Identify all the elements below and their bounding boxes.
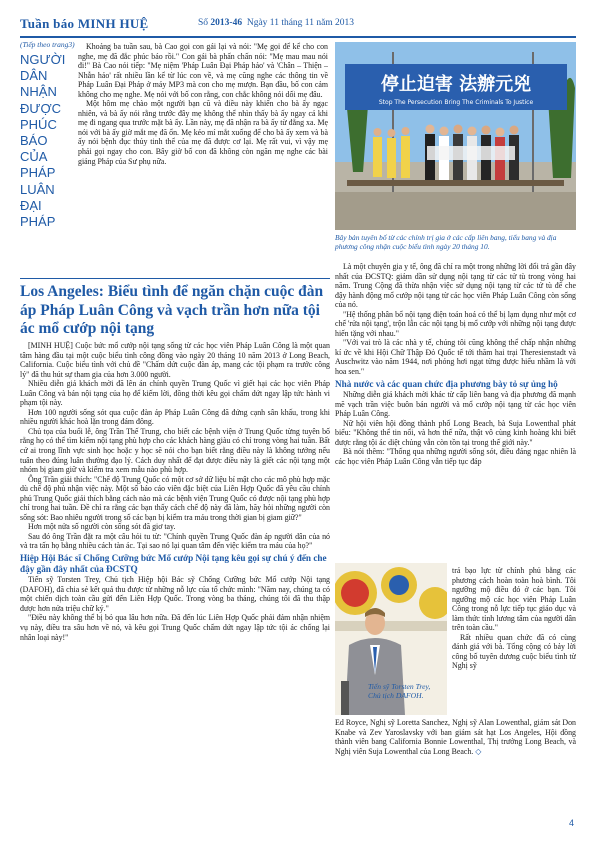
paragraph: trả bạo lực từ chính phủ bằng các phương cách hoàn toàn hoà bình. Tôi ngưỡng mộ điều đó ở các bạn. Tôi ngưỡng mộ các học viên Pháp Luân Công trong nỗ lực tiếp tục giáo dục và làm thức tỉnh lương tâm của người dân trên toàn cầu."	[452, 566, 576, 633]
rally-photo-image	[335, 42, 576, 230]
paragraph: "Với vai trò là các nhà y tế, chúng tôi cũng không thể chấp nhận những kí ức về khi Hội Chữ Thập Đỏ Quốc tế tới thăm hai trại Theresienstadt và Auschwitz vào năm 1944, nơi phóng hơi ngạt từng được hiểu nhầm là với hoa sen."	[335, 338, 576, 377]
issue-number: 2013-46	[210, 18, 243, 28]
section-subheading: Hiệp Hội Bác sĩ Chống Cưỡng bức Mổ cướp Nội tạng kêu gọi sự chú ý đến che đậy gần đây nhất của ĐCSTQ	[20, 553, 327, 574]
paragraph: Hơn một nửa số người còn sống sót đã giơ tay.	[28, 522, 176, 532]
paragraph: Nữ hội viên hội đồng thành phố Long Beach, bà Suja Lowenthal phát biểu: "Không thể tin nổi, và hơn thế nữa, thật vô cùng kinh hoàng khi biết được rằng tội ác diệt chủng vẫn còn tồn tại trong thế giới này."	[335, 418, 576, 447]
paragraph: Ông Trần giải thích: "Chế độ Trung Quốc có một cơ sở dữ liệu bí mật cho các mô phù hợp mặc dù chế độ phủ nhận việc này. Một số báo cáo viên đặc biệt của Liên Hợp Quốc đã yêu cầu chính phủ Trung Quốc giải thích bằng cách nào mà các bệnh viện Trung Quốc có được nội tạng phù hợp chỉ trong hai tuần. Đề chỉ ra rằng các bạn thấy cách chế độ này đã làm, hãy hỏi những người còn sống sót: Bao nhiêu người trong số các bạn bị kiểm tra máu trong thời gian bị giam giữ?"	[20, 474, 330, 522]
article-narrow-column	[452, 566, 576, 716]
paragraph: [MINH HUỆ] Cuộc bức mổ cướp nội tạng sống từ các học viên Pháp Luân Công là một quan tâm hàng đầu tại một cuộc biểu tình công đồng vào ngày 20 tháng 10 năm 2013 ở Long Beach, California. Cuộc biểu tình với chủ đề "Chấm dứt cuộc đàn áp, mang các tội phạm ra trước công lý" đã thu hút sự tham gia của hơn 3.000 người.	[20, 341, 330, 379]
continued-note: (Tiếp theo trang3)	[20, 40, 75, 49]
speaker-photo-caption: Tiến sỹ Torsten Trey, Chủ tịch DAFOH.	[368, 682, 431, 701]
paragraph: Khoảng ba tuần sau, bà Cao gọi con gái lại và nói: "Mẹ gọi để kể cho con nghe, mẹ đã đắc phúc báo rồi." Con gái bà phấn chấn nói: "Mẹ mau mau nói đi!" Bà Cao nói tiếp: "Mẹ niệm 'Pháp Luân Đại Pháp hảo' và 'Chân – Thiện – Nhẫn hảo' rất nhiều lần kể từ lúc con về, và mẹ cũng nghe các thông tin về Pháp Luân Đại Pháp ở máy MP3 mà con cho mẹ mượn. Bạn đầu, bố con cảm không cho mẹ nghe. Mẹ nói với bố con rằng, con chắc không nói dối mẹ đâu.	[78, 42, 328, 99]
side-heading-line: ĐẠI	[20, 197, 42, 213]
paragraph: "Điều này không thể bị bỏ qua lâu hơn nữa. Đã đến lúc Liên Hợp Quốc phải đảm nhận nhiệm vụ này, điều tra sâu hơn về nó, và kêu gọi Trung Quốc chấm dứt ngay lập tức tội ác chống lại nhân loại này!"	[20, 613, 330, 642]
side-heading-line: PHÁP	[20, 214, 56, 230]
paragraph: Là một chuyên gia y tế, ông đã chỉ ra một trong những lời đổi trá gần đây nhất của ĐCSTQ: giảm dần sử dụng nội tạng từ các tử tù trong vòng hai năm. Trung Cộng đã thừa nhận việc sử dụng nội tạng từ các tử tù để che đậy hành động mổ cướp nội tạng từ các học viên Pháp Luân Công còn sống của nó.	[335, 262, 576, 310]
issue-date: Ngày 11 tháng 11 năm 2013	[246, 18, 355, 28]
paragraph: Rất nhiều quan chức đã có cùng đánh giá với bà. Tổng cộng có bảy lời công bố tuyên dương cuộc biểu tình từ Nghị sỹ	[452, 632, 576, 671]
paragraph	[335, 718, 576, 756]
issue-info	[198, 18, 354, 28]
side-heading-line: CỦA	[20, 149, 48, 165]
paragraph: Chủ tọa của buổi lễ, ông Trần Thế Trung, cho biết các bệnh viện ở Trung Quốc từng tuyên bố rằng họ có thể tìm kiếm nội tạng phù hợp cho các khách hàng giàu có chỉ trong vòng hai tuần. Bất cứ ai trong lĩnh vực sinh học hoặc y học sẽ nói cho bạn biết rằng điều này là không tưởng nếu tuân theo đúng luân thường đạo lý. Cách duy nhất để đạt được điều này là giết các nội tạng một nhóm bị giam giữ và kiểm tra xem mẫu nào phù hợp.	[20, 426, 330, 475]
paragraph: Hơn 100 người sống sót qua cuộc đàn áp Pháp Luân Công đã đứng cạnh sân khấu, trong khi nhiều người khác hoà lặn trong đám đông.	[20, 407, 330, 427]
side-heading-line: PHÁP	[20, 165, 56, 181]
paragraph-text: Ed Royce, Nghị sỹ Loretta Sanchez, Nghị sỹ Alan Lowenthal, giám sát Don Knabe và Zev Yaroslavsky với ban giám sát hạt Los Angeles, Hội đồng thành viên bang California Bonnie Lowenthal, Thị trưởng Long Beach, và Nghị viên Suja Lowenthal của Long Beach.	[335, 718, 576, 756]
banner-english-text: Stop The Persecution Bring The Criminals To Justice	[378, 99, 534, 106]
side-heading-line: PHÚC	[20, 116, 57, 132]
paragraph: "Hệ thống phân bổ nội tạng điện toán hoá có thể bị lạm dụng như một cơ chế 'rửa nội tạng', trộn lẫn các nội tạng bị mổ cướp với những nội tạng được hiến tặng với nhau."	[335, 309, 576, 338]
paragraph: Bà nói thêm: "Thống qua những người sống sót, điều đáng ngạc nhiên là các học viên Pháp Luân Công vẫn tiếp tục đáp	[335, 447, 576, 466]
side-heading-line: LUÂN	[20, 181, 55, 197]
paragraph: Sau đó ông Trần đặt ra một câu hỏi tu từ: "Chính quyền Trung Quốc đàn áp người dân của nó và tra tấn họ bằng nhiều cách tàn ác. Tại sao nó lại quan tâm đến việc kiểm tra máu của họ?"	[20, 531, 330, 551]
rally-photo	[335, 42, 576, 230]
paragraph: Những diễn giả khách mời khác từ cấp liên bang và địa phương đã mạnh mẽ vạch trần việc buôn bán người và mổ cướp nội tạng từ các học viên Pháp Luân Công.	[335, 390, 576, 419]
rally-photo-caption: Bây bản tuyên bố từ các chính trị gia ở các cấp liên bang, tiểu bang và địa phương công nhận cuộc biểu tình ngày 20 tháng 10.	[335, 233, 557, 251]
paragraph: Nhiều diễn giả khách mời đã lên án chính quyền Trung Quốc vì giết hại các học viên Pháp Luân Công và bán nội tạng của họ để kiếm lời, đồng thời kêu gọi chấm dứt ngay lập tức hành vi phạm tội này.	[20, 379, 330, 408]
publication-name: Tuần báo MINH HUỆ	[20, 16, 149, 31]
article-left-column	[20, 341, 330, 811]
side-heading	[20, 52, 70, 230]
paragraph: Một hôm mẹ chào một người bạn cũ và điều này khiến cho bà ấy ngạc nhiên, và bà ấy nói rằng trước đây mẹ không thể nhìn thấy bà ấy ngay cả khi mẹ đi ngang qua trước mặt bà ấy. Lần này, mẹ đã nhận ra bà ấy từ đằng xa. Mẹ nói với bà ấy giờ mắt mẹ đã ổn. Mẹ kéo mí mắt xuống để cho bà ấy xem và bà ấy nói bệnh đục thủy tinh thể của mẹ đã được cơ lại. Mẹ rất vui, vì vậy mẹ phải gọi ngay cho con. Bây giờ bố con đã không còn ngăn mẹ nghe các bài giảng Pháp của Sư phụ nữa.	[78, 99, 328, 166]
paragraph: Tiến sỹ Torsten Trey, Chủ tịch Hiệp hội Bác sỹ Chống Cưỡng bức Mổ cướp Nội tạng (DAFOH), đã chia sẻ kết quả thu được từ những nỗ lực của tổ chức mình: "Năm nay, chúng ta có một chiến dịch toàn cầu gửi đến Liên Hợp Quốc. Trong vòng ba tháng, chúng tôi đã thu thập được hơn nửa triệu chữ ký."	[20, 575, 330, 613]
masthead	[20, 14, 576, 38]
end-mark-icon: ◇	[475, 746, 482, 756]
top-story-body	[78, 42, 328, 274]
side-heading-line: NHẬN	[20, 84, 57, 100]
side-heading-line: NGƯỜI	[20, 52, 66, 67]
page-number: 4	[568, 818, 574, 828]
side-heading-line: ĐƯỢC	[20, 100, 62, 116]
article-headline: Los Angeles: Biểu tình để ngăn chặn cuộc đàn áp Pháp Luân Công và vạch trần hơn nữa tội ác mổ cướp nội tạng	[20, 283, 324, 337]
side-heading-line: BÁO	[20, 133, 48, 149]
section-divider	[20, 278, 330, 279]
section-subheading: Nhà nước và các quan chức địa phương bày tỏ sự ủng hộ	[335, 378, 558, 389]
side-heading-line: DÂN	[20, 68, 48, 84]
issue-prefix: Số	[198, 18, 211, 28]
article-bottom-text	[335, 718, 576, 810]
banner-chinese-text: 停止迫害 法辦元兇	[380, 74, 532, 95]
